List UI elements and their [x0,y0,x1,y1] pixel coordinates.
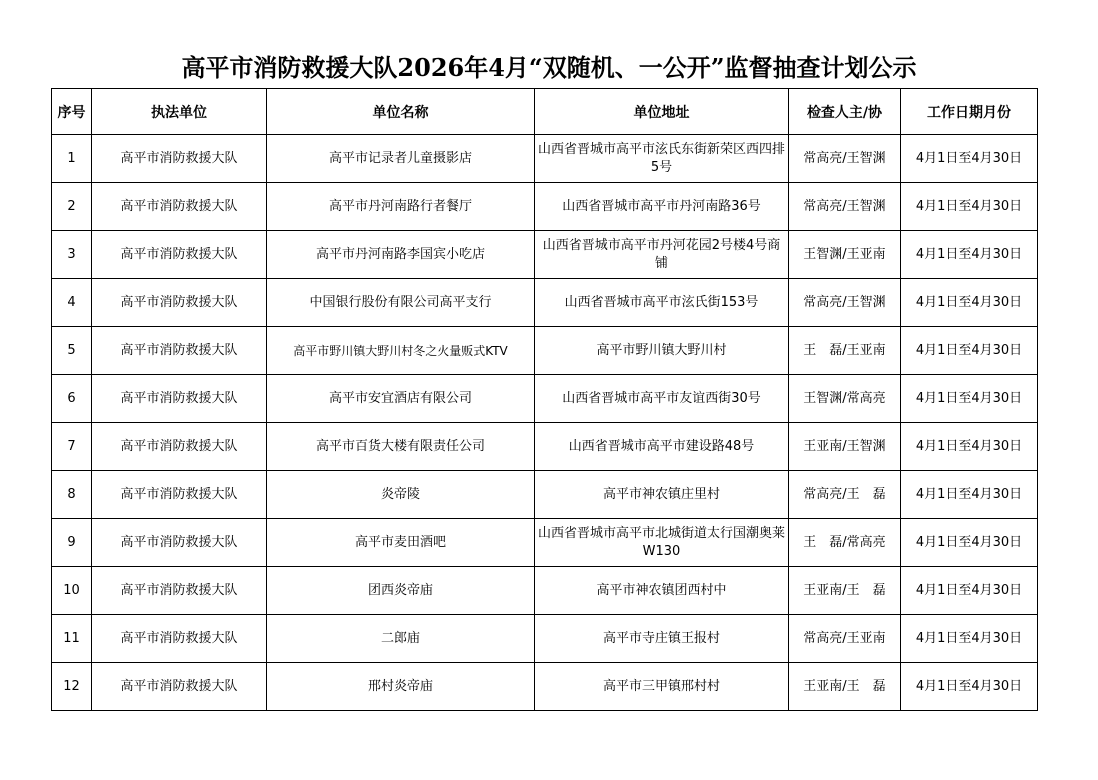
cell-serial-number: 8 [52,471,92,519]
header-unit-address: 单位地址 [535,89,789,135]
cell-serial-number: 3 [52,231,92,279]
cell-serial-number: 4 [52,279,92,327]
cell-unit-name: 高平市安宜酒店有限公司 [267,375,535,423]
cell-enforcement-unit: 高平市消防救援大队 [92,471,267,519]
cell-unit-address: 山西省晋城市高平市泫氏东街新荣区西四排5号 [535,135,789,183]
cell-enforcement-unit: 高平市消防救援大队 [92,183,267,231]
cell-inspectors: 常高亮/王智渊 [789,183,901,231]
cell-unit-address: 山西省晋城市高平市北城街道太行国潮奥莱W130 [535,519,789,567]
cell-work-period: 4月1日至4月30日 [901,135,1038,183]
cell-serial-number: 11 [52,615,92,663]
cell-enforcement-unit: 高平市消防救援大队 [92,519,267,567]
cell-serial-number: 7 [52,423,92,471]
header-enforcement-unit: 执法单位 [92,89,267,135]
inspection-plan-table [51,88,1038,711]
cell-unit-address: 高平市神农镇庄里村 [535,471,789,519]
cell-unit-address: 高平市野川镇大野川村 [535,327,789,375]
cell-unit-name: 二郎庙 [267,615,535,663]
cell-unit-name: 高平市丹河南路行者餐厅 [267,183,535,231]
header-inspectors: 检查人主/协 [789,89,901,135]
cell-work-period: 4月1日至4月30日 [901,231,1038,279]
cell-enforcement-unit: 高平市消防救援大队 [92,567,267,615]
table-row [52,135,1038,183]
cell-serial-number: 2 [52,183,92,231]
cell-work-period: 4月1日至4月30日 [901,471,1038,519]
cell-enforcement-unit: 高平市消防救援大队 [92,135,267,183]
cell-inspectors: 常高亮/王智渊 [789,135,901,183]
cell-inspectors: 常高亮/王智渊 [789,279,901,327]
cell-unit-name: 中国银行股份有限公司高平支行 [267,279,535,327]
cell-unit-address: 山西省晋城市高平市建设路48号 [535,423,789,471]
table-header [52,89,1038,135]
table-row [52,471,1038,519]
cell-unit-name: 高平市丹河南路李国宾小吃店 [267,231,535,279]
header-work-period: 工作日期月份 [901,89,1038,135]
cell-enforcement-unit: 高平市消防救援大队 [92,231,267,279]
cell-work-period: 4月1日至4月30日 [901,663,1038,711]
cell-enforcement-unit: 高平市消防救援大队 [92,663,267,711]
page-title: 高平市消防救援大队2026年4月“双随机、一公开”监督抽查计划公示 [181,53,917,82]
cell-work-period: 4月1日至4月30日 [901,375,1038,423]
header-row [52,89,1038,135]
table-row [52,183,1038,231]
table-row [52,423,1038,471]
cell-unit-name: 炎帝陵 [267,471,535,519]
table-row [52,279,1038,327]
table-body [52,135,1038,711]
cell-unit-address: 山西省晋城市高平市友谊西街30号 [535,375,789,423]
cell-enforcement-unit: 高平市消防救援大队 [92,279,267,327]
table-row [52,519,1038,567]
cell-inspectors: 王亚南/王智渊 [789,423,901,471]
cell-unit-name: 高平市百货大楼有限责任公司 [267,423,535,471]
cell-inspectors: 王亚南/王 磊 [789,663,901,711]
cell-unit-address: 山西省晋城市高平市丹河花园2号楼4号商铺 [535,231,789,279]
cell-serial-number: 1 [52,135,92,183]
cell-inspectors: 王智渊/常高亮 [789,375,901,423]
table-row [52,231,1038,279]
cell-serial-number: 12 [52,663,92,711]
cell-enforcement-unit: 高平市消防救援大队 [92,327,267,375]
cell-inspectors: 王亚南/王 磊 [789,567,901,615]
cell-work-period: 4月1日至4月30日 [901,423,1038,471]
cell-unit-address: 山西省晋城市高平市泫氏街153号 [535,279,789,327]
table-row [52,567,1038,615]
cell-unit-name: 高平市记录者儿童摄影店 [267,135,535,183]
cell-serial-number: 5 [52,327,92,375]
cell-work-period: 4月1日至4月30日 [901,327,1038,375]
cell-serial-number: 10 [52,567,92,615]
cell-serial-number: 6 [52,375,92,423]
cell-unit-name: 高平市野川镇大野川村冬之火量贩式KTV [267,327,535,375]
table-row [52,663,1038,711]
cell-unit-address: 高平市神农镇团西村中 [535,567,789,615]
cell-enforcement-unit: 高平市消防救援大队 [92,423,267,471]
cell-unit-name: 邢村炎帝庙 [267,663,535,711]
cell-inspectors: 王 磊/常高亮 [789,519,901,567]
cell-unit-address: 山西省晋城市高平市丹河南路36号 [535,183,789,231]
cell-work-period: 4月1日至4月30日 [901,615,1038,663]
header-unit-name: 单位名称 [267,89,535,135]
cell-work-period: 4月1日至4月30日 [901,279,1038,327]
cell-inspectors: 常高亮/王亚南 [789,615,901,663]
table-row [52,327,1038,375]
cell-enforcement-unit: 高平市消防救援大队 [92,375,267,423]
cell-unit-name: 团西炎帝庙 [267,567,535,615]
cell-unit-name: 高平市麦田酒吧 [267,519,535,567]
table-row [52,375,1038,423]
cell-unit-address: 高平市寺庄镇王报村 [535,615,789,663]
table-row [52,615,1038,663]
cell-work-period: 4月1日至4月30日 [901,183,1038,231]
cell-unit-address: 高平市三甲镇邢村村 [535,663,789,711]
cell-work-period: 4月1日至4月30日 [901,567,1038,615]
cell-inspectors: 常高亮/王 磊 [789,471,901,519]
cell-inspectors: 王智渊/王亚南 [789,231,901,279]
cell-inspectors: 王 磊/王亚南 [789,327,901,375]
cell-work-period: 4月1日至4月30日 [901,519,1038,567]
cell-enforcement-unit: 高平市消防救援大队 [92,615,267,663]
cell-serial-number: 9 [52,519,92,567]
header-serial-number: 序号 [52,89,92,135]
